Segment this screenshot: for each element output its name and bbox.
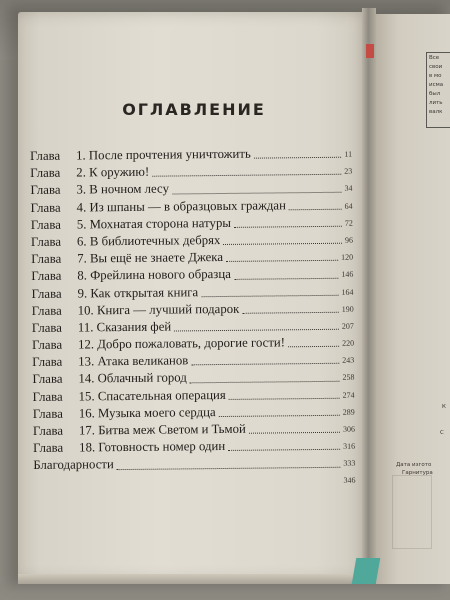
colophon-letter: С xyxy=(440,430,444,436)
toc-heading: ОГЛАВЛЕНИЕ xyxy=(122,100,266,119)
toc-title: В библиотечных дебрях xyxy=(89,232,221,249)
toc-prefix: Глава xyxy=(30,148,61,163)
dot-leader xyxy=(226,256,338,262)
toc-title: Спасательная операция xyxy=(97,387,226,403)
toc-page-number: 190 xyxy=(341,304,354,314)
toc-title: Готовность номер один xyxy=(98,439,226,455)
dot-leader xyxy=(223,239,342,245)
toc-page-number: 306 xyxy=(342,424,356,434)
toc-page-number: 346 xyxy=(343,475,356,485)
colophon-line: был xyxy=(429,91,441,97)
page-edge xyxy=(18,574,370,584)
dot-leader xyxy=(288,342,339,348)
toc-number: 2. xyxy=(76,165,86,180)
toc-number: 10. xyxy=(77,303,94,318)
colophon-line: лить xyxy=(429,100,443,106)
toc-page-number: 96 xyxy=(344,235,354,245)
toc-prefix: Глава xyxy=(31,268,62,284)
toc-number: 11. xyxy=(77,320,94,335)
toc-number: 3. xyxy=(76,182,87,197)
toc-page-number: 23 xyxy=(344,166,353,176)
colophon-line: валк xyxy=(429,109,443,115)
toc-number: 18. xyxy=(79,440,96,455)
toc-page-number: 289 xyxy=(342,407,355,417)
colophon-line: свои xyxy=(429,64,443,70)
cover-edge-teal xyxy=(352,558,381,584)
toc-title: Фрейлина нового образца xyxy=(90,267,231,283)
cover-edge-red xyxy=(366,44,374,58)
toc-prefix: Глава xyxy=(31,320,63,335)
toc-prefix: Глава xyxy=(30,217,61,232)
faint-watermark xyxy=(392,475,432,549)
toc-prefix: Глава xyxy=(31,286,62,301)
dot-leader xyxy=(152,170,341,177)
toc-prefix: Глава xyxy=(31,337,63,353)
toc-page-number: 120 xyxy=(341,252,354,262)
toc-prefix: Глава xyxy=(31,303,62,318)
toc-title: Сказания фей xyxy=(96,319,172,335)
dot-leader xyxy=(228,445,340,451)
colophon-line: Все xyxy=(429,55,440,61)
toc-page-number: 274 xyxy=(342,390,355,400)
toc-title: Атака великанов xyxy=(97,353,189,369)
dot-leader xyxy=(242,308,338,314)
dot-leader xyxy=(249,428,340,434)
colophon-line: в мо xyxy=(429,73,442,79)
toc-prefix: Глава xyxy=(31,251,62,267)
toc-prefix: Глава xyxy=(30,183,61,198)
toc-number: 1. xyxy=(76,148,86,163)
colophon-line: исма xyxy=(429,82,444,88)
book-gutter xyxy=(362,8,376,582)
toc-prefix: Глава xyxy=(32,389,63,404)
toc-page-number: 333 xyxy=(343,458,356,469)
toc-title: В ночном лесу xyxy=(89,181,170,197)
toc-title: Облачный город xyxy=(97,370,187,386)
dot-leader xyxy=(117,462,341,469)
toc-title: Вы ещё не знаете Джека xyxy=(89,250,224,266)
toc-number: 12. xyxy=(77,337,95,352)
toc-page-number: 207 xyxy=(341,321,354,331)
toc-page-number: 11 xyxy=(344,149,353,159)
toc-prefix: Глава xyxy=(30,200,61,215)
toc-page-number: 146 xyxy=(341,269,354,280)
toc-page-number: 72 xyxy=(344,218,353,228)
toc-page-number: 220 xyxy=(342,338,355,348)
toc-number: 4. xyxy=(76,199,87,215)
toc-page-number: 164 xyxy=(341,287,354,297)
toc-title: После прочтения уничтожить xyxy=(88,146,251,163)
toc-trailing-row xyxy=(33,471,355,492)
toc-page-number: 316 xyxy=(343,441,356,451)
toc-title: Добро пожаловать, дорогие гости! xyxy=(97,335,286,352)
toc-number: 14. xyxy=(78,371,95,386)
colophon-date-label: Дата изгото xyxy=(396,462,432,468)
toc-prefix: Глава xyxy=(32,354,63,370)
toc-number: 17. xyxy=(78,423,96,438)
dot-leader xyxy=(234,273,339,279)
dot-leader xyxy=(191,359,339,366)
toc-prefix: Глава xyxy=(30,165,61,181)
toc-title: Из шпаны — в образцовых граждан xyxy=(89,197,286,214)
toc-number: 6. xyxy=(76,234,87,249)
toc-number: 5. xyxy=(76,217,87,232)
toc-number: 9. xyxy=(77,285,88,301)
toc-number: 16. xyxy=(78,406,95,421)
toc-prefix: Глава xyxy=(32,423,64,438)
toc-number: 7. xyxy=(77,251,87,266)
dot-leader xyxy=(190,376,340,383)
toc-prefix: Глава xyxy=(32,406,63,421)
toc-page-number: 34 xyxy=(344,184,353,194)
toc-number: 15. xyxy=(78,388,95,404)
toc-number: 13. xyxy=(78,354,95,369)
dot-leader xyxy=(289,204,342,210)
dot-leader xyxy=(219,411,340,417)
toc-prefix: Глава xyxy=(30,234,62,249)
toc-page-number: 243 xyxy=(342,355,355,365)
toc-title: Музыка моего сердца xyxy=(97,404,216,421)
dot-leader xyxy=(201,290,338,296)
toc-title: Битва меж Светом и Тьмой xyxy=(98,421,246,438)
toc-number: 8. xyxy=(77,268,88,283)
colophon-font-label: Гарнитура xyxy=(402,470,433,476)
dot-leader xyxy=(174,325,339,332)
colophon-letter: К xyxy=(442,404,446,410)
toc-page-number: 258 xyxy=(342,373,355,383)
toc-prefix: Глава xyxy=(33,440,64,456)
dot-leader xyxy=(254,153,342,159)
dot-leader xyxy=(172,187,342,194)
toc-prefix: Глава xyxy=(32,372,63,387)
toc-page-number: 64 xyxy=(344,201,353,211)
toc-title: Мохнатая сторона натуры xyxy=(89,215,231,232)
toc-title: К оружию! xyxy=(88,164,150,180)
toc-title: Книга — лучший подарок xyxy=(96,301,240,317)
toc-title: Как открытая книга xyxy=(90,284,199,300)
toc-list xyxy=(30,145,356,492)
dot-leader xyxy=(234,222,342,228)
toc-title: Благодарности xyxy=(33,457,114,473)
dot-leader xyxy=(229,394,340,400)
